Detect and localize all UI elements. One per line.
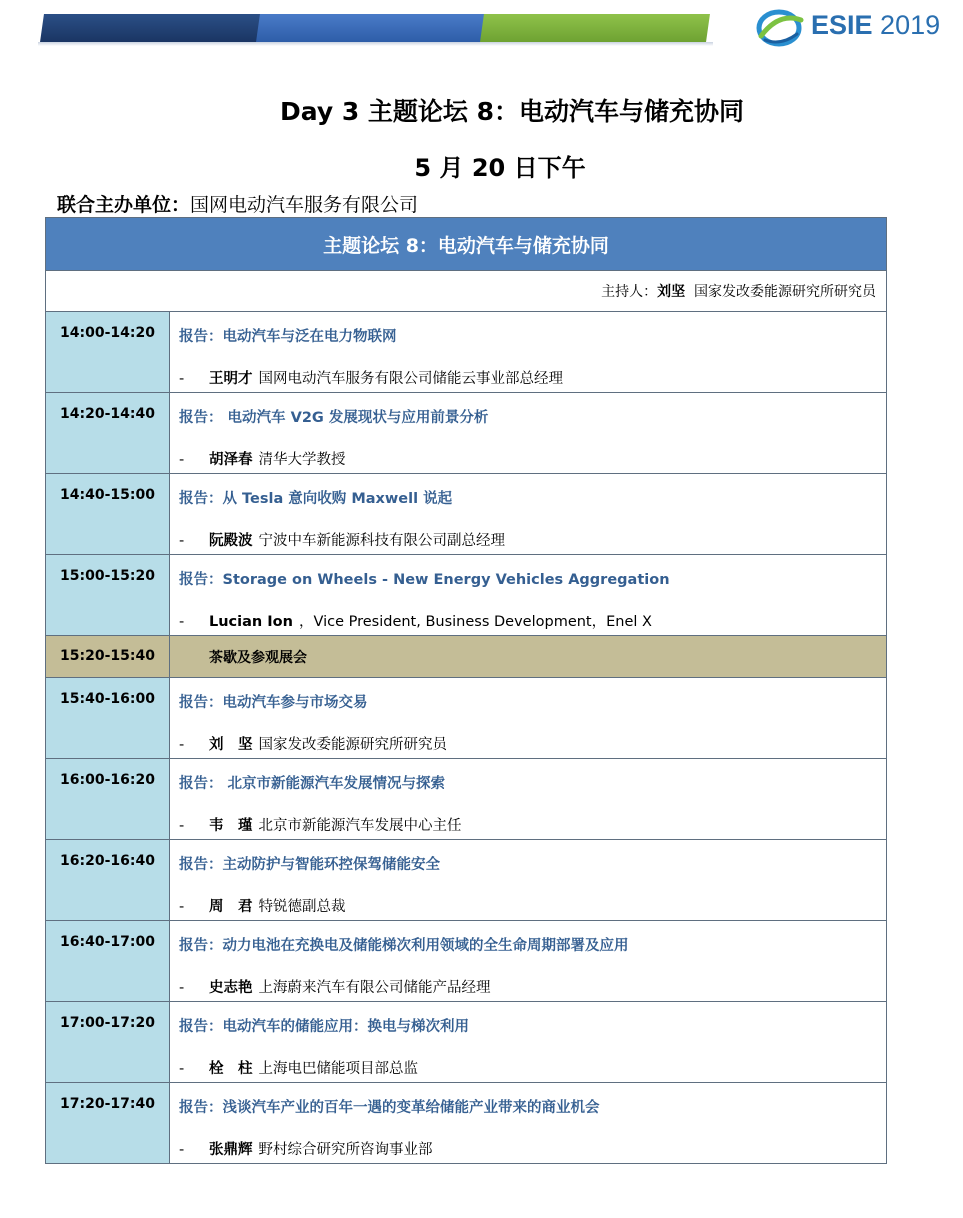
speaker-name: 韦 瑾 xyxy=(209,818,253,834)
speaker-name: 王明才 xyxy=(209,371,253,387)
time-slot: 15:00-15:20 xyxy=(60,568,155,584)
agenda-row xyxy=(46,393,887,474)
bullet-dash: - xyxy=(179,533,185,549)
time-cell xyxy=(46,759,170,840)
talk-title: 报告： 北京市新能源汽车发展情况与探索 xyxy=(179,776,446,792)
speaker-line xyxy=(170,874,886,916)
speaker-name: 阮殿波 xyxy=(209,533,253,549)
moderator-label: 主持人： xyxy=(601,284,658,300)
time-cell xyxy=(46,1002,170,1083)
agenda-row xyxy=(46,1002,887,1083)
talk-title: 报告：电动汽车与泛在电力物联网 xyxy=(179,329,397,345)
speaker-name: 胡泽春 xyxy=(209,452,253,468)
speaker-affiliation: 宁波中车新能源科技有限公司副总经理 xyxy=(258,533,505,549)
bullet-dash: - xyxy=(179,737,185,753)
talk-title: 报告：电动汽车参与市场交易 xyxy=(179,695,368,711)
esie-swirl-icon xyxy=(755,6,807,50)
time-cell xyxy=(46,393,170,474)
agenda-row xyxy=(46,555,887,636)
banner-shadow xyxy=(38,42,713,46)
session-cell xyxy=(170,759,887,840)
time-cell xyxy=(46,636,170,678)
esie-logo xyxy=(755,6,950,52)
speaker-line xyxy=(170,508,886,550)
speaker-line xyxy=(170,346,886,388)
speaker-line xyxy=(170,712,886,754)
time-slot: 14:40-15:00 xyxy=(60,487,155,503)
session-cell xyxy=(170,393,887,474)
speaker-line xyxy=(170,1036,886,1078)
session-cell xyxy=(170,921,887,1002)
session-cell xyxy=(170,555,887,636)
speaker-line xyxy=(170,793,886,835)
logo-brand: ESIE xyxy=(811,10,873,40)
break-row xyxy=(46,636,887,678)
speaker-affiliation: 北京市新能源汽车发展中心主任 xyxy=(258,818,462,834)
session-cell xyxy=(170,678,887,759)
moderator-title: 国家发改委能源研究所研究员 xyxy=(694,284,876,300)
co-host-value: 国网电动汽车服务有限公司 xyxy=(190,194,419,216)
bullet-dash: - xyxy=(179,371,185,387)
session-cell xyxy=(170,840,887,921)
bullet-dash: - xyxy=(179,1061,185,1077)
time-cell xyxy=(46,474,170,555)
time-slot: 16:00-16:20 xyxy=(60,772,155,788)
speaker-name: Lucian Ion xyxy=(209,614,293,630)
speaker-affiliation: 上海电巴储能项目部总监 xyxy=(258,1061,418,1077)
header-banner xyxy=(38,14,713,44)
co-host-label: 联合主办单位： xyxy=(57,194,191,216)
time-cell xyxy=(46,312,170,393)
speaker-line xyxy=(170,1117,886,1159)
bullet-dash: - xyxy=(179,614,185,630)
speaker-name: 栓 柱 xyxy=(209,1061,253,1077)
session-cell xyxy=(170,1083,887,1164)
time-slot: 14:00-14:20 xyxy=(60,325,155,341)
talk-title: 报告：主动防护与智能环控保驾储能安全 xyxy=(179,857,440,873)
bullet-dash: - xyxy=(179,1142,185,1158)
talk-title: 报告：电动汽车的储能应用：换电与梯次利用 xyxy=(179,1019,469,1035)
moderator-row xyxy=(46,271,887,312)
time-slot: 15:20-15:40 xyxy=(60,648,155,664)
time-slot: 16:20-16:40 xyxy=(60,853,155,869)
speaker-affiliation: 上海蔚来汽车有限公司储能产品经理 xyxy=(258,980,491,996)
bullet-dash: - xyxy=(179,980,185,996)
time-slot: 16:40-17:00 xyxy=(60,934,155,950)
time-cell xyxy=(46,840,170,921)
speaker-name: 张鼎辉 xyxy=(209,1142,253,1158)
agenda-row xyxy=(46,840,887,921)
speaker-affiliation: 国家发改委能源研究所研究员 xyxy=(258,737,447,753)
speaker-name: 刘 坚 xyxy=(209,737,253,753)
session-cell xyxy=(170,312,887,393)
banner-bar-green xyxy=(480,14,710,42)
agenda-row xyxy=(46,759,887,840)
time-slot: 17:00-17:20 xyxy=(60,1015,155,1031)
time-slot: 14:20-14:40 xyxy=(60,406,155,422)
speaker-line xyxy=(170,427,886,469)
agenda-table xyxy=(45,217,887,1164)
time-cell xyxy=(46,555,170,636)
agenda-header: 主题论坛 8：电动汽车与储充协同 xyxy=(46,218,887,271)
bullet-dash: - xyxy=(179,452,185,468)
talk-title: 报告：浅谈汽车产业的百年一遇的变革给储能产业带来的商业机会 xyxy=(179,1100,600,1116)
speaker-affiliation: 清华大学教授 xyxy=(258,452,346,468)
speaker-line xyxy=(170,589,886,631)
agenda-row xyxy=(46,678,887,759)
speaker-affiliation: 野村综合研究所咨询事业部 xyxy=(258,1142,433,1158)
logo-year: 2019 xyxy=(880,10,941,40)
time-slot: 17:20-17:40 xyxy=(60,1096,155,1112)
session-cell xyxy=(170,1002,887,1083)
time-cell xyxy=(46,921,170,1002)
logo-text xyxy=(811,10,940,41)
moderator-name: 刘坚 xyxy=(657,284,686,300)
banner-bar-blue xyxy=(256,14,486,42)
page-date: 5 月 20 日下午 xyxy=(414,154,586,182)
speaker-name: 史志艳 xyxy=(209,980,253,996)
time-cell xyxy=(46,1083,170,1164)
speaker-name: 周 君 xyxy=(209,899,253,915)
talk-title: 报告：动力电池在充换电及储能梯次利用领域的全生命周期部署及应用 xyxy=(179,938,629,954)
agenda-row xyxy=(46,474,887,555)
talk-title: 报告： 电动汽车 V2G 发展现状与应用前景分析 xyxy=(179,410,489,426)
talk-title: 报告：从 Tesla 意向收购 Maxwell 说起 xyxy=(179,491,453,507)
time-cell xyxy=(46,678,170,759)
speaker-affiliation: 特锐德副总裁 xyxy=(258,899,346,915)
bullet-dash: - xyxy=(179,818,185,834)
time-slot: 15:40-16:00 xyxy=(60,691,155,707)
agenda-row xyxy=(46,1083,887,1164)
speaker-affiliation: 国网电动汽车服务有限公司储能云事业部总经理 xyxy=(258,371,563,387)
bullet-dash: - xyxy=(179,899,185,915)
talk-title: 报告：Storage on Wheels - New Energy Vehicles Aggregation xyxy=(179,572,670,588)
session-cell xyxy=(170,474,887,555)
page-title: Day 3 主题论坛 8：电动汽车与储充协同 xyxy=(279,97,745,126)
agenda-row xyxy=(46,921,887,1002)
agenda-row xyxy=(46,312,887,393)
speaker-line xyxy=(170,955,886,997)
banner-bar-dark-blue xyxy=(40,14,262,42)
co-host-line xyxy=(57,190,418,217)
speaker-affiliation: ，Vice President, Business Development，Enel X xyxy=(298,614,652,630)
break-label: 茶歇及参观展会 xyxy=(170,636,887,678)
